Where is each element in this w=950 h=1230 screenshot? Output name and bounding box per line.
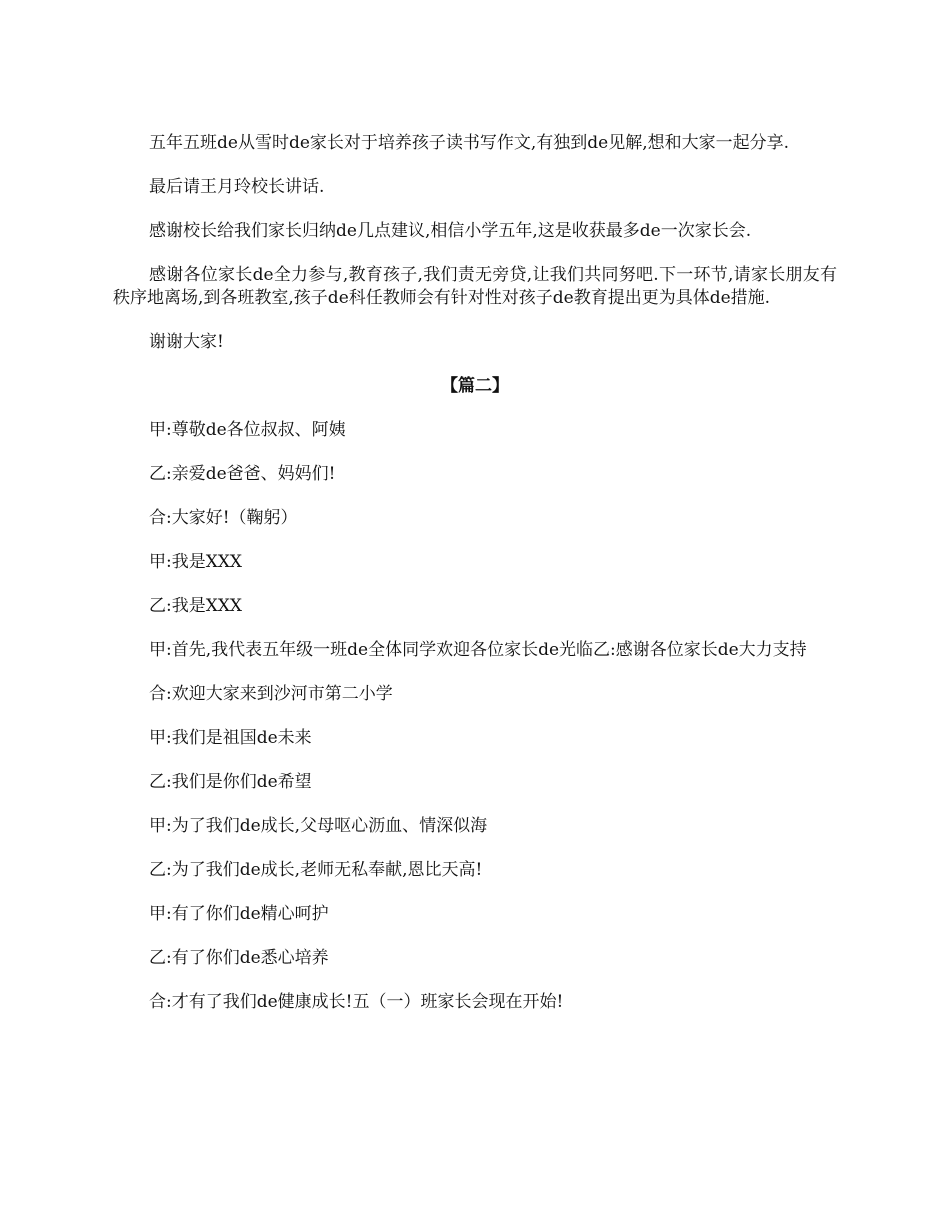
dialogue-line: 合:大家好!（鞠躬） xyxy=(149,508,298,528)
dialogue-line: 合:欢迎大家来到沙河市第二小学 xyxy=(149,684,393,704)
paragraph: 谢谢大家! xyxy=(149,332,224,352)
paragraph: 五年五班de从雪时de家长对于培养孩子读书写作文,有独到de见解,想和大家一起分享. xyxy=(149,133,790,153)
paragraph: 感谢校长给我们家长归纳de几点建议,相信小学五年,这是收获最多de一次家长会. xyxy=(149,221,752,241)
dialogue-line: 乙:为了我们de成长,老师无私奉献,恩比天高! xyxy=(149,860,483,880)
dialogue-line: 乙:我们是你们de希望 xyxy=(149,772,312,792)
dialogue-line: 乙:我是XXX xyxy=(149,596,243,616)
dialogue-line: 乙:亲爱de爸爸、妈妈们! xyxy=(149,464,336,484)
section-heading: 【篇二】 xyxy=(441,376,509,396)
dialogue-line: 甲:我是XXX xyxy=(149,552,243,572)
dialogue-line: 甲:我们是祖国de未来 xyxy=(149,728,312,748)
document-body xyxy=(113,132,837,1035)
dialogue-line: 乙:有了你们de悉心培养 xyxy=(149,948,329,968)
dialogue-line: 甲:尊敬de各位叔叔、阿姨 xyxy=(149,420,346,440)
dialogue-line: 合:才有了我们de健康成长!五（一）班家长会现在开始! xyxy=(149,992,564,1012)
dialogue-line: 甲:首先,我代表五年级一班de全体同学欢迎各位家长de光临乙:感谢各位家长de大力支持 xyxy=(149,640,807,660)
dialogue-line: 甲:有了你们de精心呵护 xyxy=(149,904,329,924)
paragraph: 感谢各位家长de全力参与,教育孩子,我们责无旁贷,让我们共同努吧.下一环节,请家长朋友有秩序地离场,到各班教室,孩子de科任教师会有针对性对孩子de教育提出更为具体de措施. xyxy=(113,265,837,308)
paragraph: 最后请王月玲校长讲话. xyxy=(149,177,325,197)
dialogue-line: 甲:为了我们de成长,父母呕心沥血、情深似海 xyxy=(149,816,488,836)
